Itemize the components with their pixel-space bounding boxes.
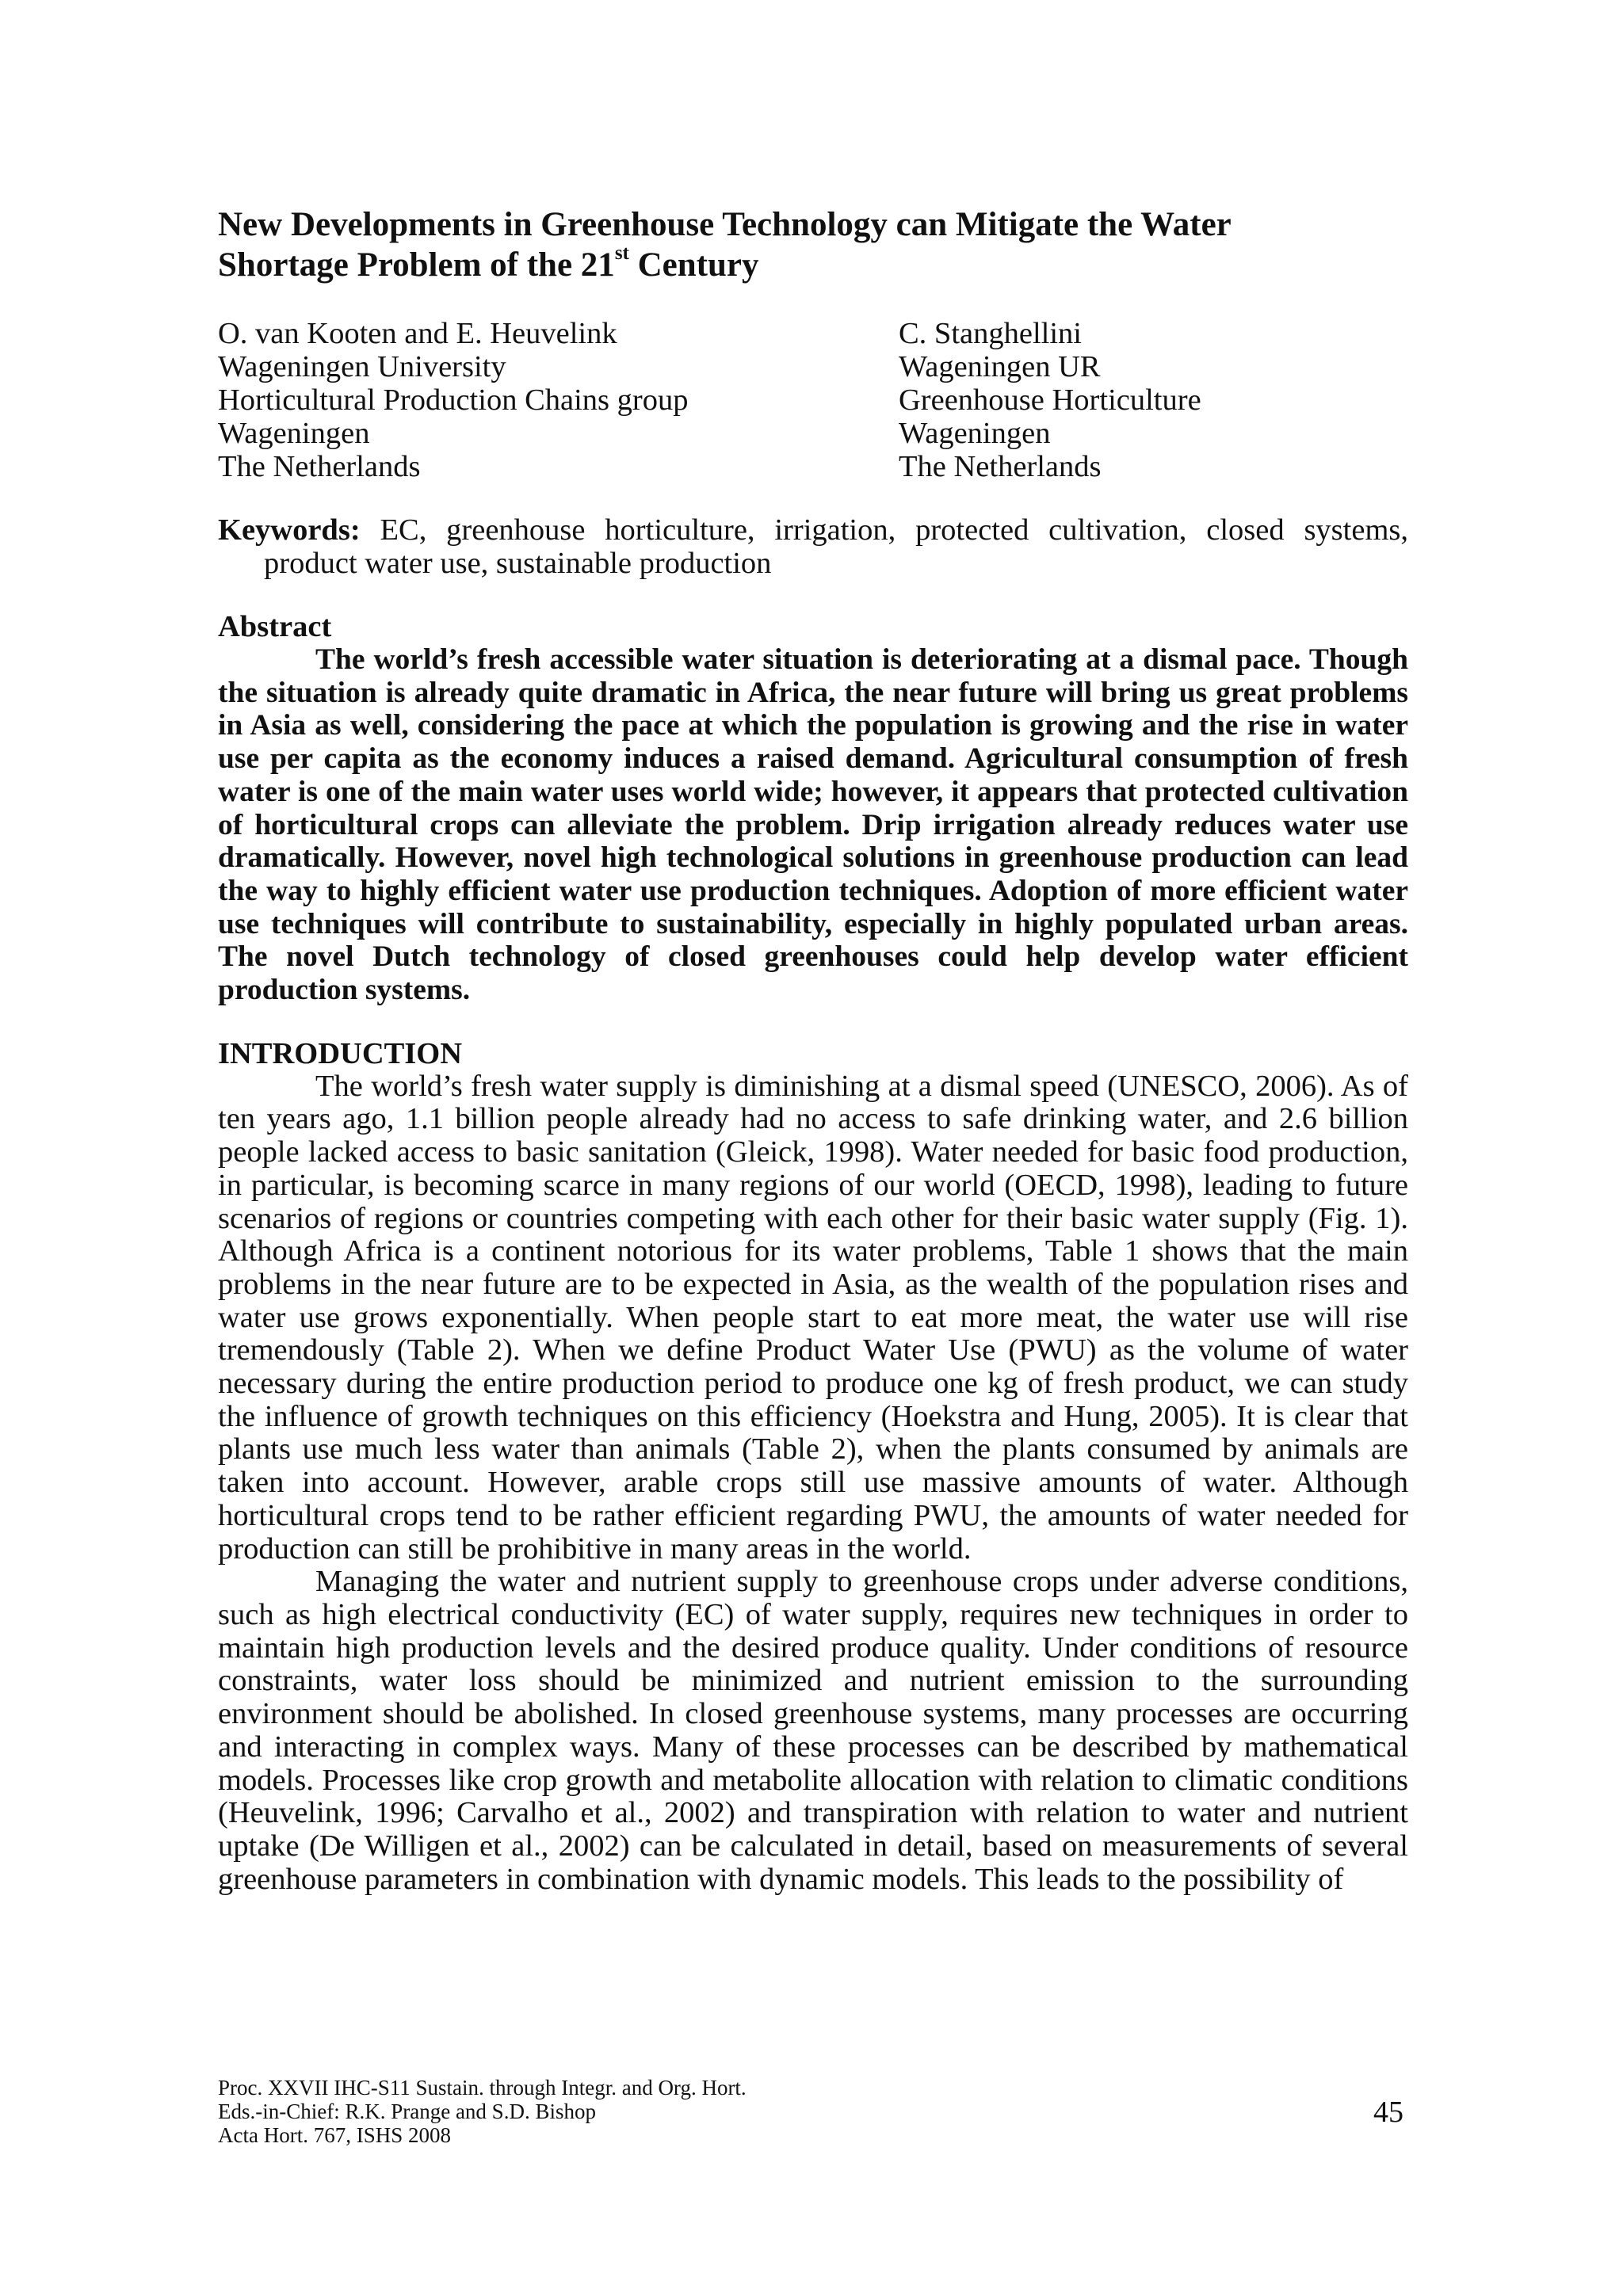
keywords-label: Keywords: xyxy=(218,513,361,547)
introduction-paragraph-1: The world’s fresh water supply is diminishing at a dismal speed (UNESCO, 2006). As of ten years ago, 1.1 billion people already had no access to safe drinking water, and 2.6 billion people lacked access to basic sanitation (Gleick, 1998). Water needed for basic food production, in particular, is becoming scarce in many regions of our world (OECD, 1998), leading to future scenarios of regions or countries competing with each other for their basic water supply (Fig. 1). Although Africa is a continent notorious for its water problems, Table 1 shows that the main problems in the near future are to be expected in Asia, as the wealth of the population rises and water use grows exponentially. When people start to eat more meat, the water use will rise tremendously (Table 2). When we define Product Water Use (PWU) as the volume of water necessary during the entire production period to produce one kg of fresh product, we can study the influence of growth techniques on this efficiency (Hoekstra and Hung, 2005). It is clear that plants use much less water than animals (Table 2), when the plants consumed by animals are taken into account. However, arable crops still use massive amounts of water. Although horticultural crops tend to be rather efficient regarding PWU, the amounts of water needed for production can still be prohibitive in many areas in the world. xyxy=(218,1069,1408,1566)
abstract-text: The world’s fresh accessible water situation is deteriorating at a dismal pace. Though the situation is already quite dramatic in Africa, the near future will bring us great problems in Asia as well, considering the pace at which the population is growing and the rise in water use per capita as the economy induces a raised demand. Agricultural consumption of fresh water is one of the main water uses world wide; however, it appears that protected cultivation of horticultural crops can alleviate the problem. Drip irrigation already reduces water use dramatically. However, novel high technological solutions in greenhouse production can lead the way to highly efficient water use production techniques. Adoption of more efficient water use techniques will contribute to sustainability, especially in highly populated urban areas. The novel Dutch technology of closed greenhouses could help develop water efficient production systems. xyxy=(218,643,1408,1007)
keywords xyxy=(218,513,1408,580)
author-names-left: O. van Kooten and E. Heuvelink xyxy=(218,317,617,350)
citation-footer xyxy=(218,2076,747,2147)
footer-editors: Eds.-in-Chief: R.K. Prange and S.D. Bishop xyxy=(218,2100,596,2123)
keywords-text: EC, greenhouse horticulture, irrigation, protected cultivation, closed systems, product water use, sustainable production xyxy=(264,513,1409,580)
author-city-right: Wageningen xyxy=(899,417,1051,450)
footer-journal: Acta Hort. 767, ISHS 2008 xyxy=(218,2123,451,2147)
introduction-paragraph-2: Managing the water and nutrient supply to greenhouse crops under adverse conditions, such as high electrical conductivity (EC) of water supply, requires new techniques in order to maintain high production levels and the desired produce quality. Under conditions of resource constraints, water loss should be minimized and nutrient emission to the surrounding environment should be abolished. In closed greenhouse systems, many processes are occurring and interacting in complex ways. Many of these processes can be described by mathematical models. Processes like crop growth and metabolite allocation with relation to climatic conditions (Heuvelink, 1996; Carvalho et al., 2002) and transpiration with relation to water and nutrient uptake (De Willigen et al., 2002) can be calculated in detail, based on measurements of several greenhouse parameters in combination with dynamic models. This leads to the possibility of xyxy=(218,1565,1408,1896)
author-department-left: Horticultural Production Chains group xyxy=(218,383,689,417)
author-affiliation-right: Wageningen UR xyxy=(899,350,1101,383)
author-column-left xyxy=(218,317,688,483)
author-city-left: Wageningen xyxy=(218,417,370,450)
introduction-heading: INTRODUCTION xyxy=(218,1036,463,1070)
footer-proceedings: Proc. XXVII IHC-S11 Sustain. through Integr. and Org. Hort. xyxy=(218,2076,747,2100)
author-block xyxy=(218,317,1408,483)
title-superscript: st xyxy=(614,242,629,264)
page-number: 45 xyxy=(1373,2096,1403,2129)
title-line-2: Shortage Problem of the 21 xyxy=(218,246,615,284)
paper-title xyxy=(218,204,1408,285)
title-line-1: New Developments in Greenhouse Technology can Mitigate the Water xyxy=(218,206,1232,243)
author-column-right xyxy=(899,317,1201,483)
author-department-right: Greenhouse Horticulture xyxy=(899,383,1201,417)
author-names-right: C. Stanghellini xyxy=(899,317,1082,350)
author-country-right: The Netherlands xyxy=(899,450,1102,483)
paper-page xyxy=(218,204,1408,1896)
author-country-left: The Netherlands xyxy=(218,450,421,483)
abstract-heading: Abstract xyxy=(218,610,332,643)
author-affiliation-left: Wageningen University xyxy=(218,350,506,383)
title-line-2-suffix: Century xyxy=(628,246,759,284)
